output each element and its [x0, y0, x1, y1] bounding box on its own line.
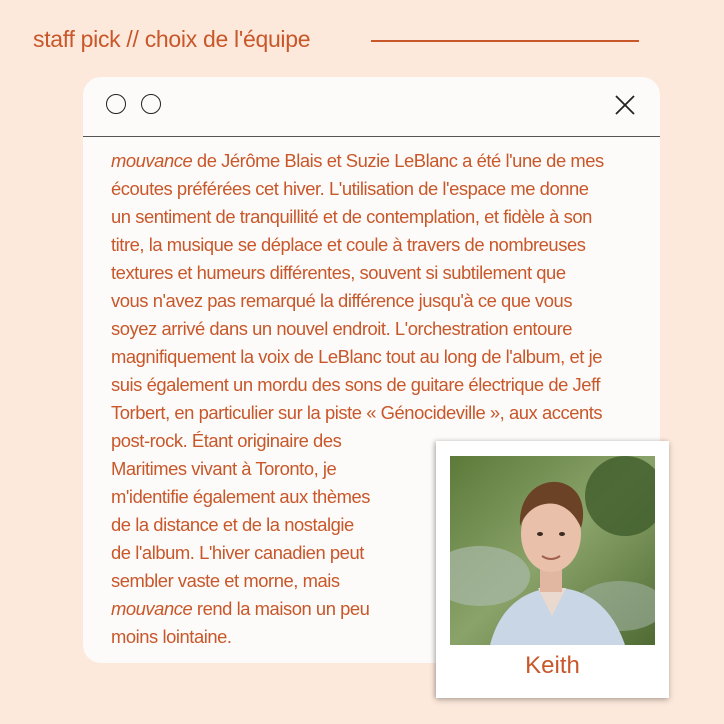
review-line-text: rend la maison un peu	[192, 598, 370, 619]
review-line	[111, 287, 641, 315]
review-line	[111, 259, 641, 287]
review-line-text: Torbert, en particulier sur la piste « Génocideville », aux accents	[111, 402, 603, 423]
review-line-text: m'identifie également aux thèmes	[111, 486, 370, 507]
window-circle-icon[interactable]	[106, 94, 126, 114]
album-title: mouvance	[111, 598, 193, 619]
window-circle-icon[interactable]	[141, 94, 161, 114]
review-line	[111, 231, 641, 259]
review-line	[111, 343, 641, 371]
staff-photo-card	[436, 441, 669, 698]
close-icon[interactable]	[614, 94, 636, 116]
review-line-text: moins lointaine.	[111, 626, 232, 647]
review-line-text: de la distance et de la nostalgie	[111, 514, 354, 535]
review-line-text: soyez arrivé dans un nouvel endroit. L'orchestration entoure	[111, 318, 573, 339]
page-title: staff pick // choix de l'équipe	[33, 26, 311, 52]
review-line	[111, 175, 641, 203]
review-line-text: suis également un mordu des sons de guitare électrique de Jeff	[111, 374, 601, 395]
review-line-text: post-rock. Étant originaire des	[111, 430, 342, 451]
window-titlebar	[83, 77, 660, 137]
review-line-text: écoutes préférées cet hiver. L'utilisation de l'espace me donne	[111, 178, 589, 199]
header-divider	[371, 40, 639, 42]
album-title: mouvance	[111, 150, 193, 171]
review-line	[111, 147, 641, 175]
review-line-text: de l'album. L'hiver canadien peut	[111, 542, 364, 563]
review-line	[111, 315, 641, 343]
review-line-text: Maritimes vivant à Toronto, je	[111, 458, 337, 479]
review-line-text: magnifiquement la voix de LeBlanc tout au long de l'album, et je	[111, 346, 602, 367]
review-line-text: textures et humeurs différentes, souvent si subtilement que	[111, 262, 566, 283]
review-line-text: vous n'avez pas remarqué la différence jusqu'à ce que vous	[111, 290, 573, 311]
review-line-text: titre, la musique se déplace et coule à travers de nombreuses	[111, 234, 586, 255]
review-line-text: un sentiment de tranquillité et de contemplation, et fidèle à son	[111, 206, 592, 227]
review-line	[111, 371, 641, 399]
review-line	[111, 399, 641, 427]
review-line	[111, 203, 641, 231]
review-line-text: sembler vaste et morne, mais	[111, 570, 340, 591]
staff-photo	[450, 456, 655, 645]
review-line-text: de Jérôme Blais et Suzie LeBlanc a été l'une de mes	[192, 150, 604, 171]
photo-caption: Keith	[525, 652, 580, 679]
